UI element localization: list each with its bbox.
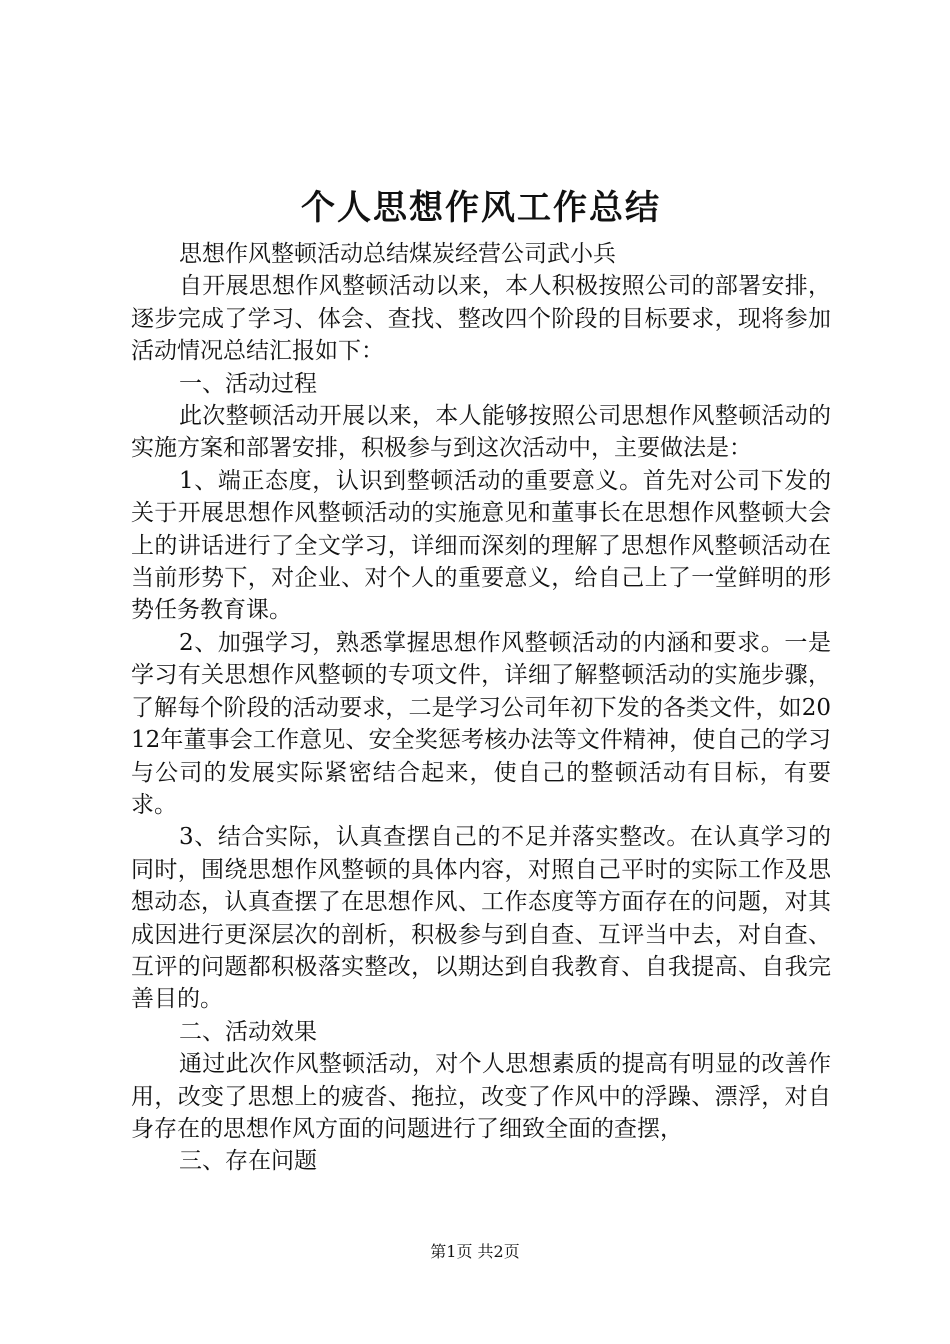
section-heading-process: 一、活动过程 — [179, 370, 317, 397]
paragraph-item-3: 3、结合实际，认真查摆自己的不足并落实整改。在认真学习的同时，围绕思想作风整顿的具体内容，对照自己平时的实际工作及思想动态，认真查摆了在思想作风、工作态度等方面存在的问题，对其成因进行更深层次的剖析，积极参与到自查、互评当中去，对自查、互评的问题都积极落实整改，以期达到自我教育、自我提高、自我完善目的。 — [131, 824, 831, 1013]
paragraph-intro: 自开展思想作风整顿活动以来，本人积极按照公司的部署安排，逐步完成了学习、体会、查找、整改四个阶段的目标要求，现将参加活动情况总结汇报如下： — [131, 273, 831, 365]
paragraph-subtitle: 思想作风整顿活动总结煤炭经营公司武小兵 — [179, 241, 616, 267]
section-heading-problems: 三、存在问题 — [179, 1148, 317, 1175]
paragraph-process: 此次整顿活动开展以来，本人能够按照公司思想作风整顿活动的实施方案和部署安排，积极参与到这次活动中，主要做法是： — [131, 403, 831, 462]
document-title: 个人思想作风工作总结 — [301, 188, 661, 228]
page-number-footer: 第1页 共2页 — [430, 1242, 520, 1261]
paragraph-item-2: 2、加强学习，熟悉掌握思想作风整顿活动的内涵和要求。一是学习有关思想作风整顿的专项文件，详细了解整顿活动的实施步骤，了解每个阶段的活动要求，二是学习公司年初下发的各类文件，如2012年董事会工作意见、安全奖惩考核办法等文件精神，使自己的学习与公司的发展实际紧密结合起来，使自己的整顿活动有目标，有要求。 — [131, 629, 831, 818]
document-page — [131, 182, 831, 1178]
paragraph-item-1: 1、端正态度，认识到整顿活动的重要意义。首先对公司下发的关于开展思想作风整顿活动的实施意见和董事长在思想作风整顿大会上的讲话进行了全文学习，详细而深刻的理解了思想作风整顿活动在当前形势下，对企业、对个人的重要意义，给自己上了一堂鲜明的形势任务教育课。 — [131, 467, 831, 624]
paragraph-effect: 通过此次作风整顿活动，对个人思想素质的提高有明显的改善作用，改变了思想上的疲沓、拖拉，改变了作风中的浮躁、漂浮，对自身存在的思想作风方面的问题进行了细致全面的查摆， — [131, 1051, 831, 1142]
section-heading-effect: 二、活动效果 — [179, 1018, 317, 1045]
